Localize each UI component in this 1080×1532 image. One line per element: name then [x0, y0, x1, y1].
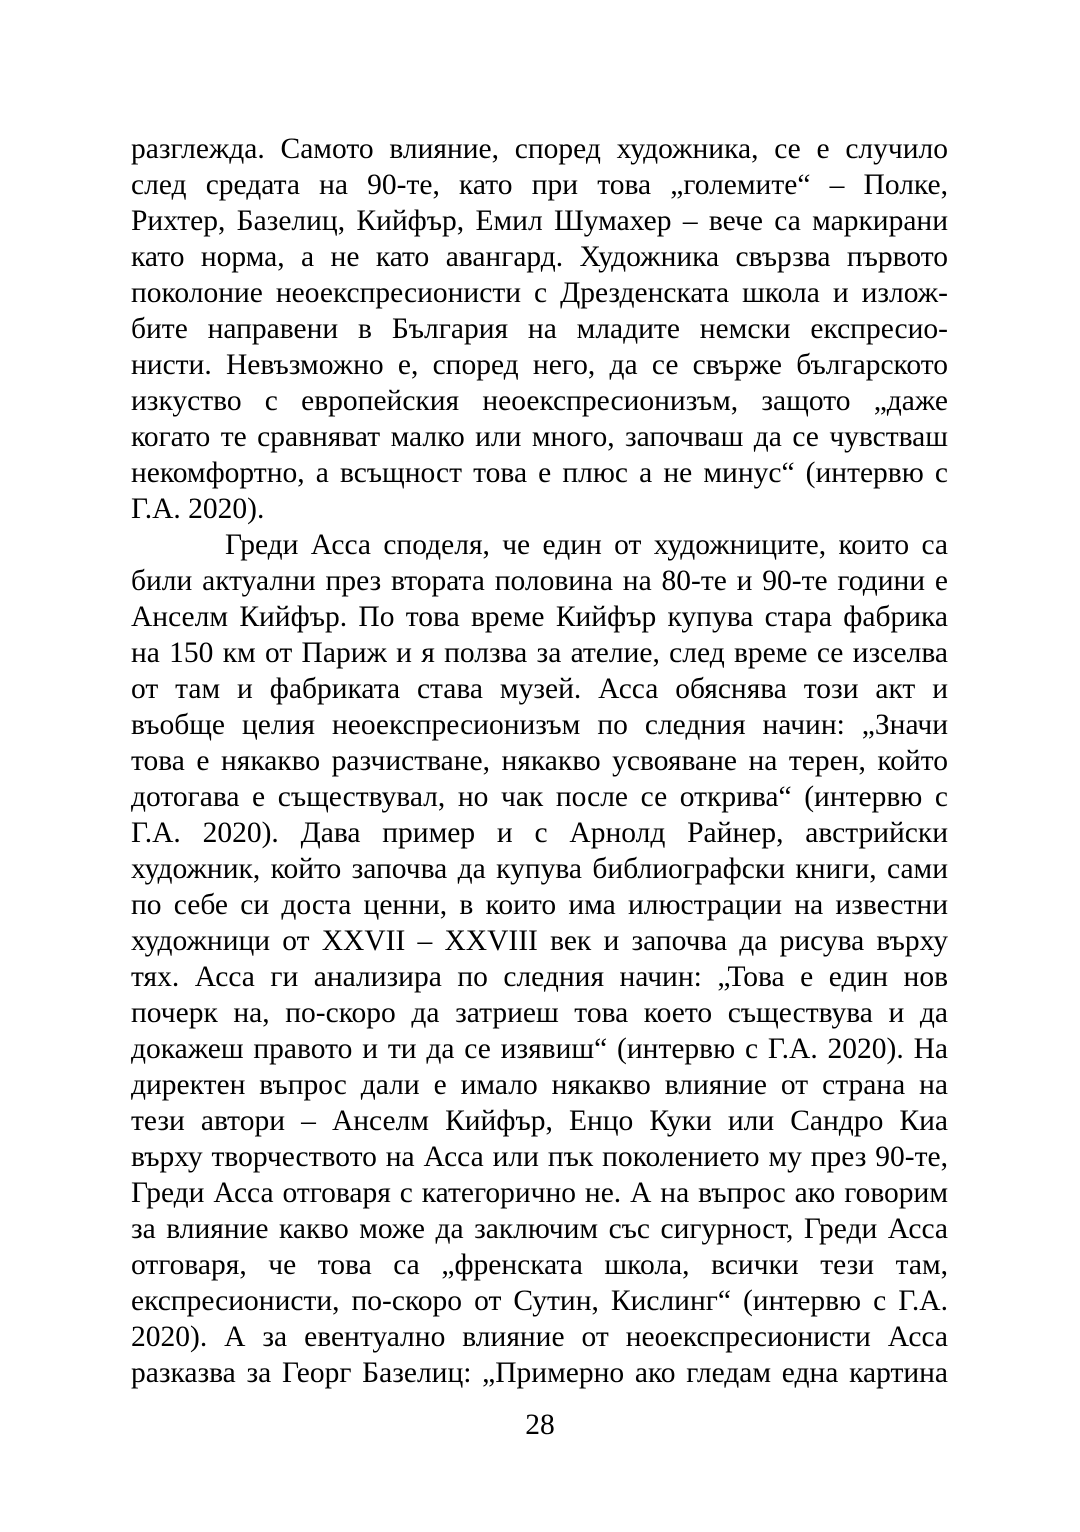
text-line: това е някакво разчистване, някакво усвояване на терен, който [131, 745, 948, 777]
text-line: след средата на 90-те, като при това „големите“ – Полке, [131, 169, 948, 201]
text-line: Анселм Кийфър. По това време Кийфър купува стара фабрика [131, 601, 948, 633]
body-text [131, 131, 948, 1391]
text-line: били актуални през втората половина на 80-те и 90-те години е [131, 565, 948, 597]
text-line: дотогава е съществувал, но чак после се открива“ (интервю с [131, 781, 948, 813]
text-line: от там и фабриката става музей. Асса обяснява този акт и [131, 673, 948, 705]
text-line: бите направени в България на младите немски експресио- [131, 313, 948, 345]
text-line: тях. Асса ги анализира по следния начин: „Това е един нов [131, 961, 948, 993]
text-line: изкуство с европейския неоекспресионизъм, защото „даже [131, 385, 948, 417]
text-line: Г.А. 2020). Дава пример и с Арнолд Райнер, австрийски [131, 817, 948, 849]
text-line: поколоние неоекспресионисти с Дрезденската школа и излож- [131, 277, 948, 309]
text-line: за влияние какво може да заключим със сигурност, Греди Асса [131, 1213, 948, 1245]
text-line: експресионисти, по-скоро от Сутин, Кислинг“ (интервю с Г.А. [131, 1285, 948, 1317]
text-line: почерк на, по-скоро да затриеш това което съществува и да [131, 997, 948, 1029]
text-line: отговаря, че това са „френската школа, всички тези там, [131, 1249, 948, 1281]
page-number: 28 [525, 1409, 555, 1441]
text-line: докажеш правото и ти да се изявиш“ (интервю с Г.А. 2020). На [131, 1033, 948, 1065]
text-line: тези автори – Анселм Кийфър, Енцо Куки или Сандро Киа [131, 1105, 948, 1137]
text-line: разказва за Георг Базелиц: „Примерно ако гледам една картина [131, 1357, 948, 1389]
text-line: когато те сравняват малко или много, започваш да се чувстваш [131, 421, 948, 453]
text-line: нисти. Невъзможно е, според него, да се свърже българското [131, 349, 948, 381]
text-line: на 150 км от Париж и я ползва за ателие, след време се изселва [131, 637, 948, 669]
text-line: върху творчеството на Асса или пък поколението му през 90-те, [131, 1141, 948, 1173]
text-line: Рихтер, Базелиц, Кийфър, Емил Шумахер – вече са маркирани [131, 205, 948, 237]
text-line: художници от XXVII – XXVIII век и започва да рисува върху [131, 925, 948, 957]
text-line: по себе си доста ценни, в които има илюстрации на известни [131, 889, 948, 921]
text-line: разглежда. Самото влияние, според художника, се е случило [131, 133, 948, 165]
text-line: художник, който започва да купува библиографски книги, сами [131, 853, 948, 885]
text-line: директен въпрос дали е имало някакво влияние от страна на [131, 1069, 948, 1101]
text-line: въобще целия неоекспресионизъм по следния начин: „Значи [131, 709, 948, 741]
paragraph-first-line: Греди Асса споделя, че един от художниците, които са [225, 529, 948, 561]
text-line: некомфортно, а всъщност това е плюс а не минус“ (интервю с [131, 457, 948, 489]
text-line: 2020). А за евентуално влияние от неоекспресионисти Асса [131, 1321, 948, 1353]
text-line: Г.А. 2020). [131, 493, 265, 525]
text-line: Греди Асса отговаря с категорично не. А на въпрос ако говорим [131, 1177, 948, 1209]
text-line: като норма, а не като авангард. Художника свързва първото [131, 241, 948, 273]
